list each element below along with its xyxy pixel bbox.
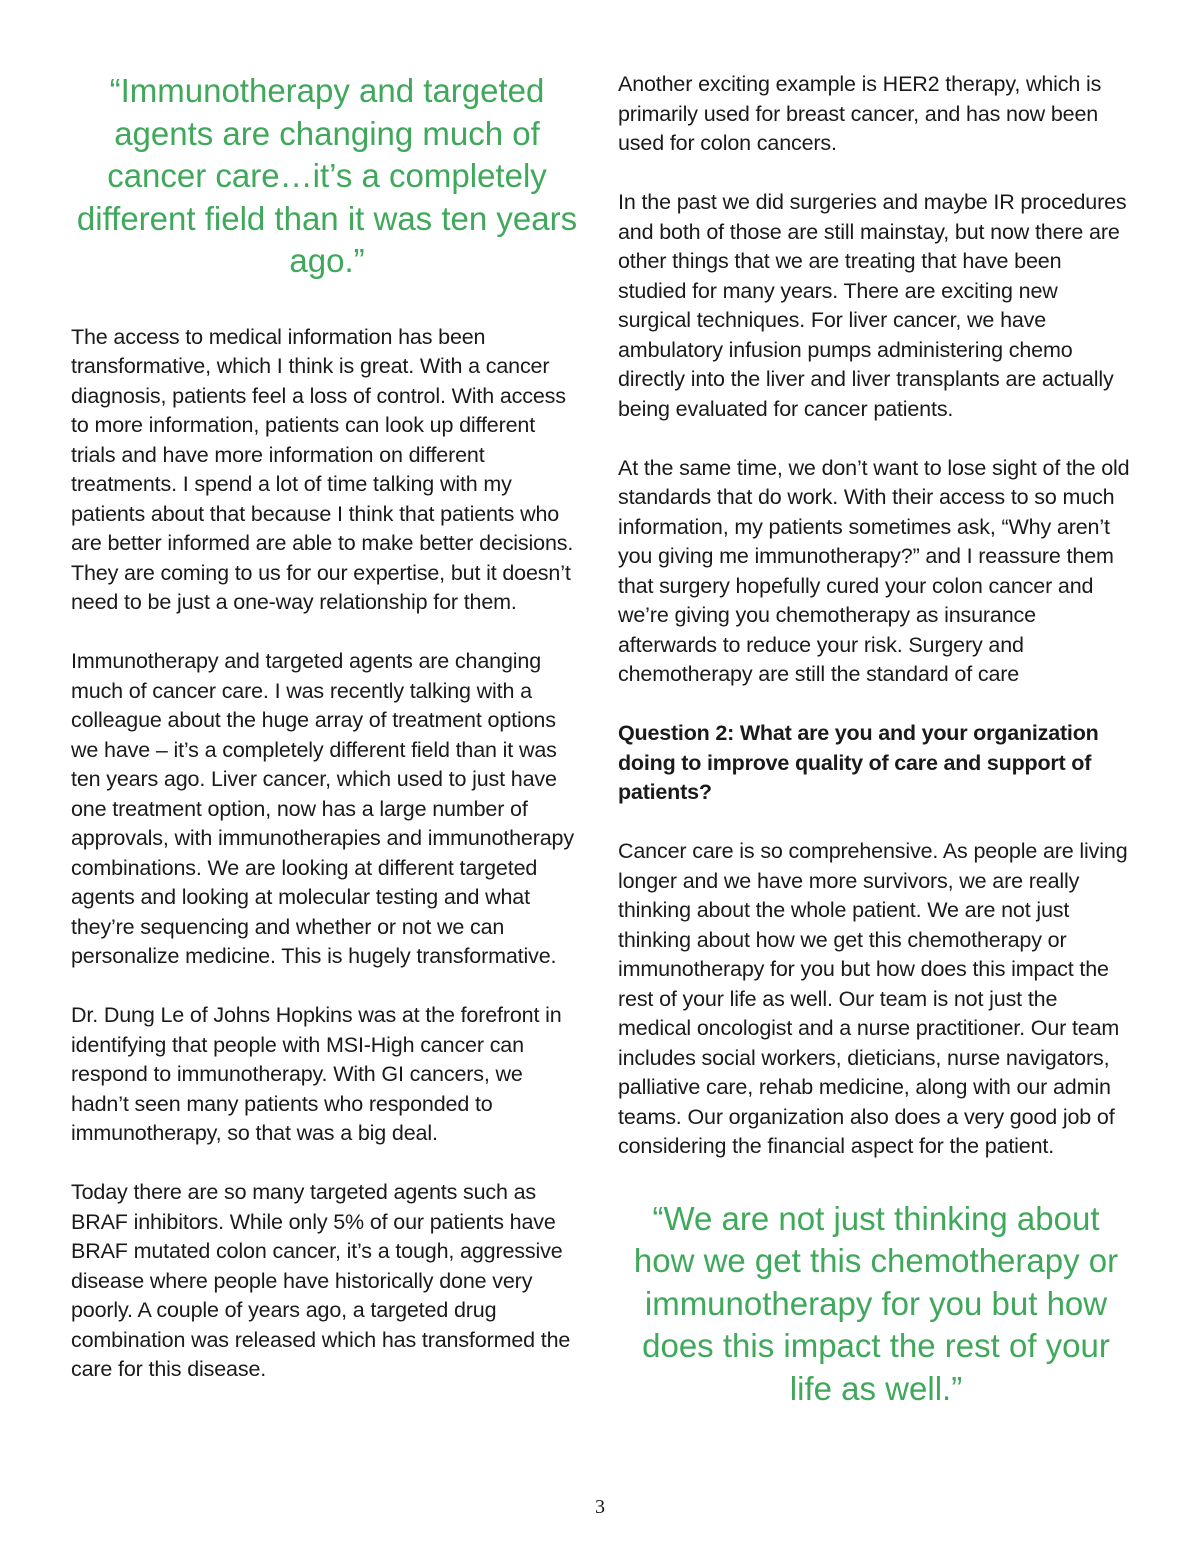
paragraph-her2-therapy: Another exciting example is HER2 therapy, which is primarily used for breast cancer, and has now been used for colon cancers. [618,72,1102,155]
left-column [71,70,583,1414]
paragraph-answer: Cancer care is so comprehensive. As people are living longer and we have more survivors, we are really thinking about the whole patient. We are not just thinking about how we get this chemotherapy or immunotherapy for you but how does this impact the rest of your life as well. Our team is not just the medical oncologist and a nurse practitioner. Our team includes social workers, dieticians, nurse navigators, palliative care, rehab medicine, along with our admin teams. Our organization also does a very good job of considering the financial aspect for the patient. [618,839,1128,1158]
page-number: 3 [595,1496,605,1518]
question-heading: Question 2: What are you and your organization doing to improve quality of care and support of patients? [618,721,1099,804]
pull-quote-top: “Immunotherapy and targeted agents are changing much of cancer care…it’s a completely different field than it was ten years ago.” [76,72,578,279]
pull-quote-bottom: “We are not just thinking about how we get this chemotherapy or immunotherapy for you but how does this impact the rest of your life as well.” [633,1199,1119,1407]
paragraph-surgical-techniques: In the past we did surgeries and maybe IR procedures and both of those are still mainstay, but now there are other things that we are treating that have been studied for many years. There are exciting new surgical techniques. For liver cancer, we have ambulatory infusion pumps administering chemo directly into the liver and liver transplants are actually being evaluated for cancer patients. [618,190,1127,421]
paragraph-braf-inhibitors: Today there are so many targeted agents such as BRAF inhibitors. While only 5% of our patients have BRAF mutated colon cancer, it’s a tough, aggressive disease where people have historically done very poorly. A couple of years ago, a targeted drug combination was released which has transformed the care for this disease. [71,1180,571,1381]
paragraph-medical-information: The access to medical information has been transformative, which I think is great. With a cancer diagnosis, patients feel a loss of control. With access to more information, patients can look up different trials and have more information on different treatments. I spend a lot of time talking with my patients about that because I think that patients who are better informed are able to make better decisions. They are coming to us for our expertise, but it doesn’t need to be just a one-way relationship for them. [71,324,574,614]
paragraph-immunotherapy: Immunotherapy and targeted agents are changing much of cancer care. I was recently talking with a colleague about the huge array of treatment options we have – it’s a completely different field than it was ten years ago. Liver cancer, which used to just have one treatment option, now has a large number of approvals, with immunotherapies and immunotherapy combinations. We are looking at different targeted agents and looking at molecular testing and what they’re sequencing and whether or not we can personalize medicine. This is hugely transformative. [71,649,574,968]
right-column [618,70,1134,1410]
paragraph-old-standards: At the same time, we don’t want to lose sight of the old standards that do work. With their access to so much information, my patients sometimes ask, “Why aren’t you giving me immunotherapy?” and I reassure them that surgery hopefully cured your colon cancer and we’re giving you chemotherapy as insurance afterwards to reduce your risk. Surgery and chemotherapy are still the standard of care [618,455,1130,686]
paragraph-msi-high: Dr. Dung Le of Johns Hopkins was at the forefront in identifying that people with MSI-High cancer can respond to immunotherapy. With GI cancers, we hadn’t seen many patients who responded to immunotherapy, so that was a big deal. [71,1003,562,1145]
